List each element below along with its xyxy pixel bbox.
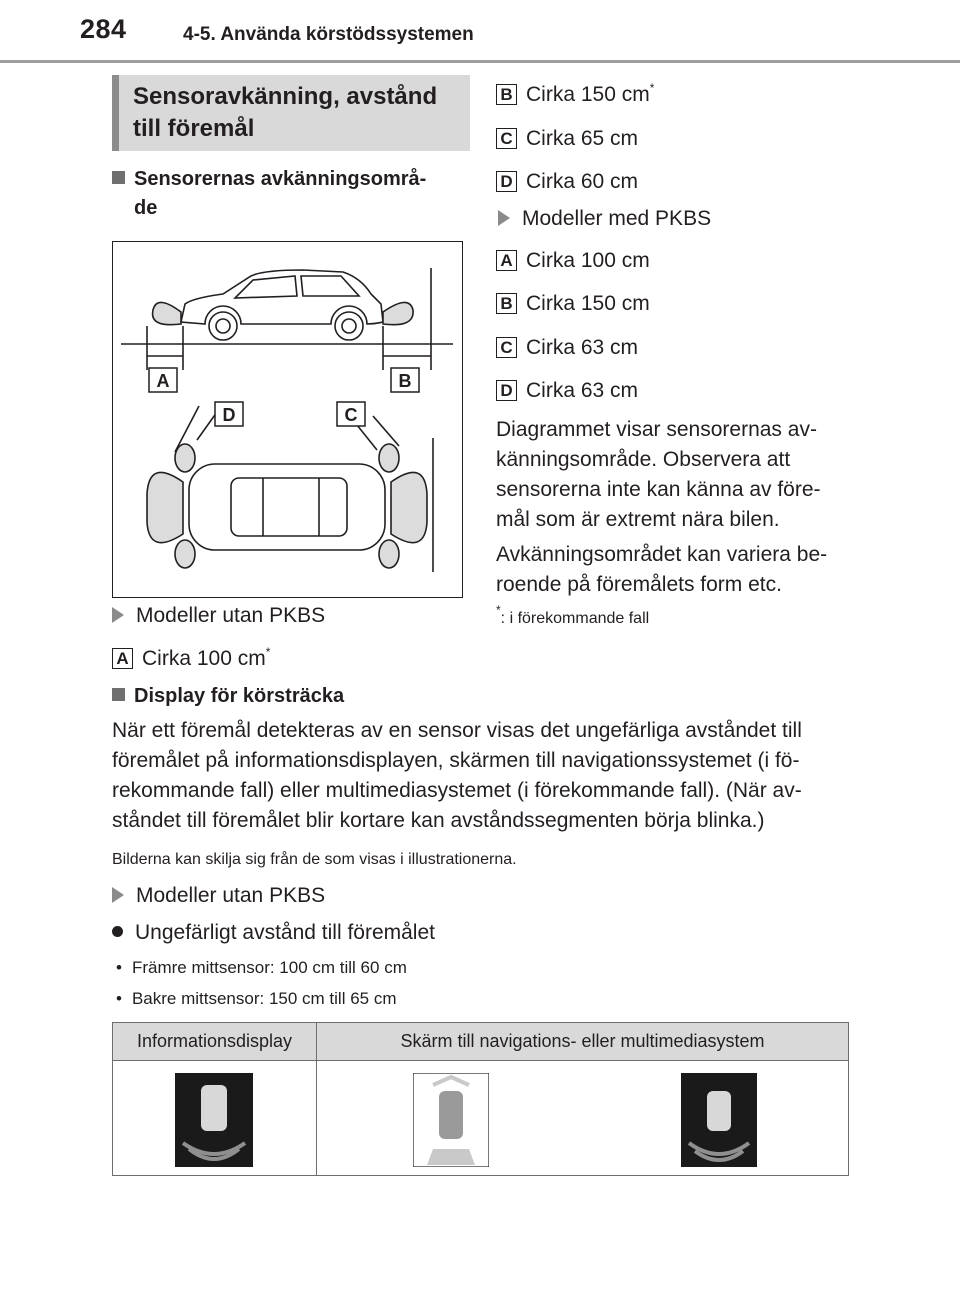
front-sensor-lobe	[153, 302, 181, 324]
display-table	[112, 1022, 849, 1176]
letter-box-d: D	[496, 171, 517, 192]
rear-corner-lobe-bottom	[379, 540, 399, 568]
letter-box-c: C	[496, 337, 517, 358]
range-note: Avkänningsområdet kan variera be- roende på föremålets form etc.	[496, 543, 828, 596]
display-paragraph: När ett föremål detekteras av en sensor visas det ungefärliga avståndet till föremålet på informationsdisplayen, skärmen till navigationssystemet (i fö- rekommande fall) eller multimediasystemet (i förekommande fall). (När av- ståndet till föremålet blir kortare kan avståndssegmenten börja blinka.)	[112, 719, 802, 832]
rear-sensor-lobe	[383, 302, 413, 324]
rear-corner-lobe-top	[379, 444, 399, 472]
model-without-pkbs-label: Modeller utan PKBS	[112, 603, 325, 629]
dim-d-diag-2	[197, 412, 217, 440]
table-cell-info-display	[113, 1061, 317, 1176]
without-pkbs-item-d: D Cirka 60 cm	[496, 169, 638, 195]
nav-screen-image	[413, 1073, 489, 1167]
info-display-screen-image	[175, 1073, 253, 1167]
model-with-pkbs-label: Modeller med PKBS	[498, 206, 711, 232]
sensor-range-diagram	[112, 241, 463, 598]
without-pkbs-item-c: C Cirka 65 cm	[496, 126, 638, 152]
multimedia-screen-image	[681, 1073, 757, 1167]
diagram-label-d: D	[222, 405, 236, 425]
dot-bullet-icon	[112, 926, 123, 937]
with-pkbs-item-a: A Cirka 100 cm	[496, 248, 650, 274]
page-number: 284	[80, 14, 127, 44]
front-corner-lobe-top	[175, 444, 195, 472]
with-pkbs-item-d: D Cirka 63 cm	[496, 378, 638, 404]
header-rule	[0, 60, 960, 63]
display-heading: Display för körsträcka	[112, 680, 344, 712]
letter-box-c: C	[496, 128, 517, 149]
sensing-heading-line2: de	[134, 197, 158, 219]
chapter-title: 4-5. Använda körstödssystemen	[183, 24, 474, 45]
table-header-info-display: Informationsdisplay	[113, 1023, 317, 1061]
sensing-heading-line1: Sensorernas avkänningsområ-	[134, 168, 427, 190]
rear-top-lobe	[391, 472, 427, 542]
without-pkbs-item-a: A Cirka 100 cm*	[112, 646, 270, 672]
triangle-bullet-icon	[112, 607, 124, 623]
diagram-label-c: C	[344, 405, 358, 425]
car-top-body	[189, 464, 385, 550]
car-front-wheel	[209, 312, 237, 340]
bullet-rear: • Bakre mittsensor: 150 cm till 65 cm	[116, 989, 397, 1008]
image-note: Bilderna kan skilja sig från de som visas i illustrationerna.	[112, 851, 517, 868]
square-bullet-icon	[112, 688, 125, 701]
footnote: *: i förekommande fall	[496, 603, 650, 627]
triangle-bullet-icon	[112, 887, 124, 903]
sensor-diagram-svg	[113, 242, 461, 596]
section-title-line1: Sensoravkänning, avstånd	[133, 83, 438, 110]
section-title-box	[112, 75, 470, 151]
bullet-front: • Främre mittsensor: 100 cm till 60 cm	[116, 958, 407, 977]
table-header-nav-screen: Skärm till navigations- eller multimediasystem	[317, 1023, 849, 1061]
approx-distance-heading: Ungefärligt avstånd till föremålet	[112, 920, 435, 946]
sensing-area-heading	[112, 163, 426, 195]
letter-box-b: B	[496, 84, 517, 105]
triangle-bullet-icon	[498, 210, 510, 226]
letter-box-d: D	[496, 380, 517, 401]
letter-box-a: A	[112, 648, 133, 669]
diagram-label-b: B	[398, 371, 412, 391]
letter-box-a: A	[496, 250, 517, 271]
display-model-label: Modeller utan PKBS	[112, 883, 325, 909]
with-pkbs-item-c: C Cirka 63 cm	[496, 335, 638, 361]
square-bullet-icon	[112, 171, 125, 184]
front-corner-lobe-bottom	[175, 540, 195, 568]
car-rear-wheel	[335, 312, 363, 340]
with-pkbs-item-b: B Cirka 150 cm	[496, 291, 650, 317]
section-title-line2: till föremål	[133, 115, 255, 142]
letter-box-b: B	[496, 293, 517, 314]
dim-c-diag-2	[373, 416, 399, 446]
section-title	[133, 81, 463, 145]
front-top-lobe	[147, 472, 183, 542]
diagram-label-a: A	[156, 371, 170, 391]
table-cell-nav-screen	[317, 1061, 849, 1176]
diagram-note: Diagrammet visar sensorernas av- känningsområde. Observera att sensorerna inte kan känna av före- mål som är extremt nära bilen.	[496, 418, 821, 531]
without-pkbs-item-b: B Cirka 150 cm*	[496, 82, 654, 108]
